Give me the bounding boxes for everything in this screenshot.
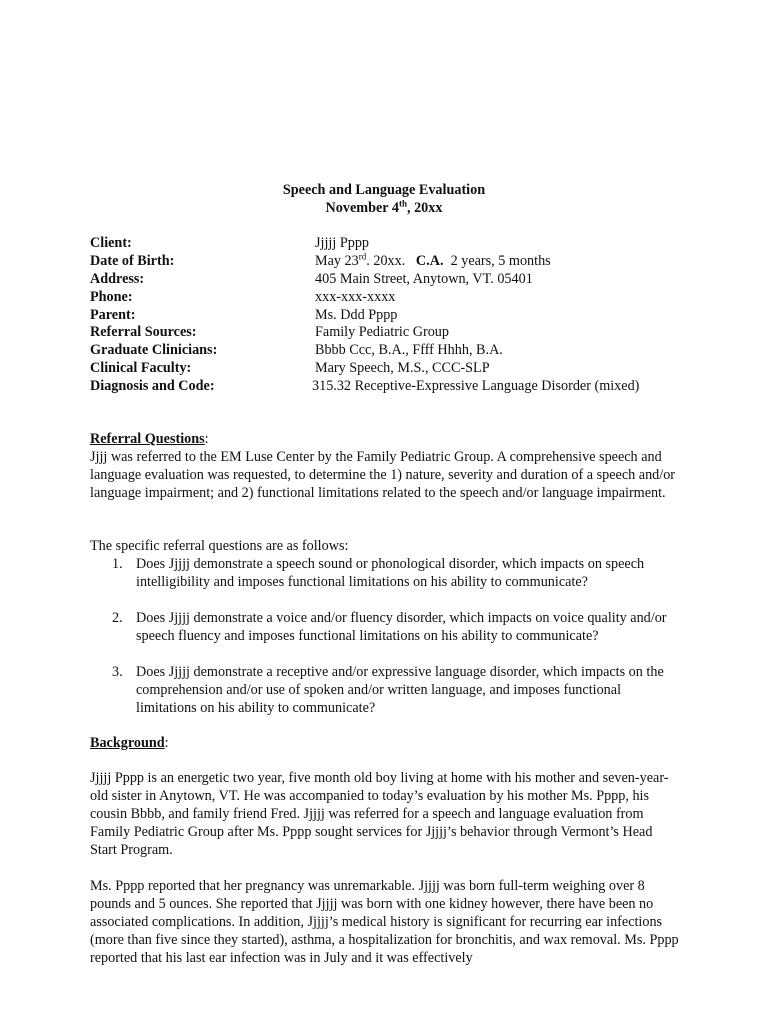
referral-intro: Jjjj was referred to the EM Luse Center by the Family Pediatric Group. A comprehensive speech and language evaluation was requested, to determine the 1) nature, severity and duration of a speech and/or language impairment; and 2) functional limitations related to the speech and/or language impairment. (90, 449, 676, 501)
question-number: 2. (112, 610, 123, 626)
dob-label: Date of Birth: (90, 252, 175, 269)
address-label: Address: (90, 270, 145, 287)
address-value: 405 Main Street, Anytown, VT. 05401 (315, 270, 533, 287)
referral-question-3 (90, 663, 680, 717)
referral-heading-line (90, 430, 680, 448)
referral-sources-value: Family Pediatric Group (315, 324, 449, 341)
dob-year: . 20xx. (366, 252, 416, 269)
question-text: Does Jjjjj demonstrate a receptive and/or expressive language disorder, which impacts on the comprehension and/or use of spoken and/or written language, and imposes functional limitations on his ability to communicate? (136, 664, 664, 716)
background-paragraph-2: Ms. Pppp reported that her pregnancy was unremarkable. Jjjjj was born full-term weighing over 8 pounds and 5 ounces. She reported that Jjjjj was born with one kidney however, there have been no associated complications. In addition, Jjjjj’s medical history is significant for recurring ear infections (more than five since they started), asthma, a hospitalization for bronchitis, and wax removal. Ms. Pppp reported that his last ear infection was in July and it was effectively (90, 878, 679, 966)
date-year: , 20xx (406, 200, 443, 216)
parent-label: Parent: (90, 306, 136, 323)
client-value: Jjjjj Pppp (315, 235, 370, 251)
ca-label: C.A. (415, 252, 444, 269)
client-label: Client: (90, 235, 132, 251)
question-number: 1. (112, 556, 123, 572)
dob-date: May 23 (315, 252, 359, 269)
date-prefix: November 4 (325, 200, 399, 216)
diagnosis-value: 315.32 Receptive-Expressive Language Disorder (mixed) (312, 378, 640, 395)
background-heading-line (90, 734, 680, 752)
referral-questions-list (90, 555, 680, 735)
referral-question-1 (90, 555, 680, 591)
ca-value: 2 years, 5 months (443, 252, 551, 269)
background-heading: Background (90, 735, 165, 751)
graduate-clinicians-value: Bbbb Ccc, B.A., Ffff Hhhh, B.A. (315, 342, 503, 359)
diagnosis-label: Diagnosis and Code: (90, 378, 215, 395)
phone-value: xxx-xxx-xxxx (315, 288, 396, 305)
referral-section (90, 430, 680, 502)
question-text: Does Jjjjj demonstrate a voice and/or fluency disorder, which impacts on voice quality and/or speech fluency and imposes functional limitations on his ability to communicate? (136, 610, 667, 644)
referral-sources-label: Referral Sources: (90, 324, 197, 341)
question-text: Does Jjjjj demonstrate a speech sound or phonological disorder, which impacts on speech intelligibility and imposes functional limitations on his ability to communicate? (136, 556, 645, 590)
phone-label: Phone: (90, 288, 133, 305)
dob-suffix: rd (358, 251, 367, 262)
clinical-faculty-value: Mary Speech, M.S., CCC-SLP (315, 360, 490, 377)
question-number: 3. (112, 664, 123, 680)
graduate-clinicians-label: Graduate Clinicians: (90, 342, 218, 359)
document-date (0, 199, 768, 217)
parent-value: Ms. Ddd Pppp (315, 306, 398, 323)
referral-heading: Referral Questions (90, 431, 205, 447)
document-title: Speech and Language Evaluation (282, 182, 486, 198)
clinical-faculty-label: Clinical Faculty: (90, 360, 192, 377)
background-heading-colon: : (164, 735, 169, 751)
referral-list-intro: The specific referral questions are as follows: (90, 538, 349, 554)
referral-heading-colon: : (204, 431, 209, 447)
dob-value (315, 252, 551, 270)
date-suffix: th (398, 198, 407, 209)
background-paragraph-1: Jjjjj Pppp is an energetic two year, five month old boy living at home with his mother and seven-year-old sister in Anytown, VT. He was accompanied to today’s evaluation by his mother Ms. Pppp, his cousin Bbbb, and family friend Fred. Jjjjj was referred for a speech and language evaluation from Family Pediatric Group after Ms. Pppp sought services for Jjjjj’s behavior through Vermont’s Head Start Program. (90, 770, 669, 858)
referral-question-2 (90, 609, 680, 645)
